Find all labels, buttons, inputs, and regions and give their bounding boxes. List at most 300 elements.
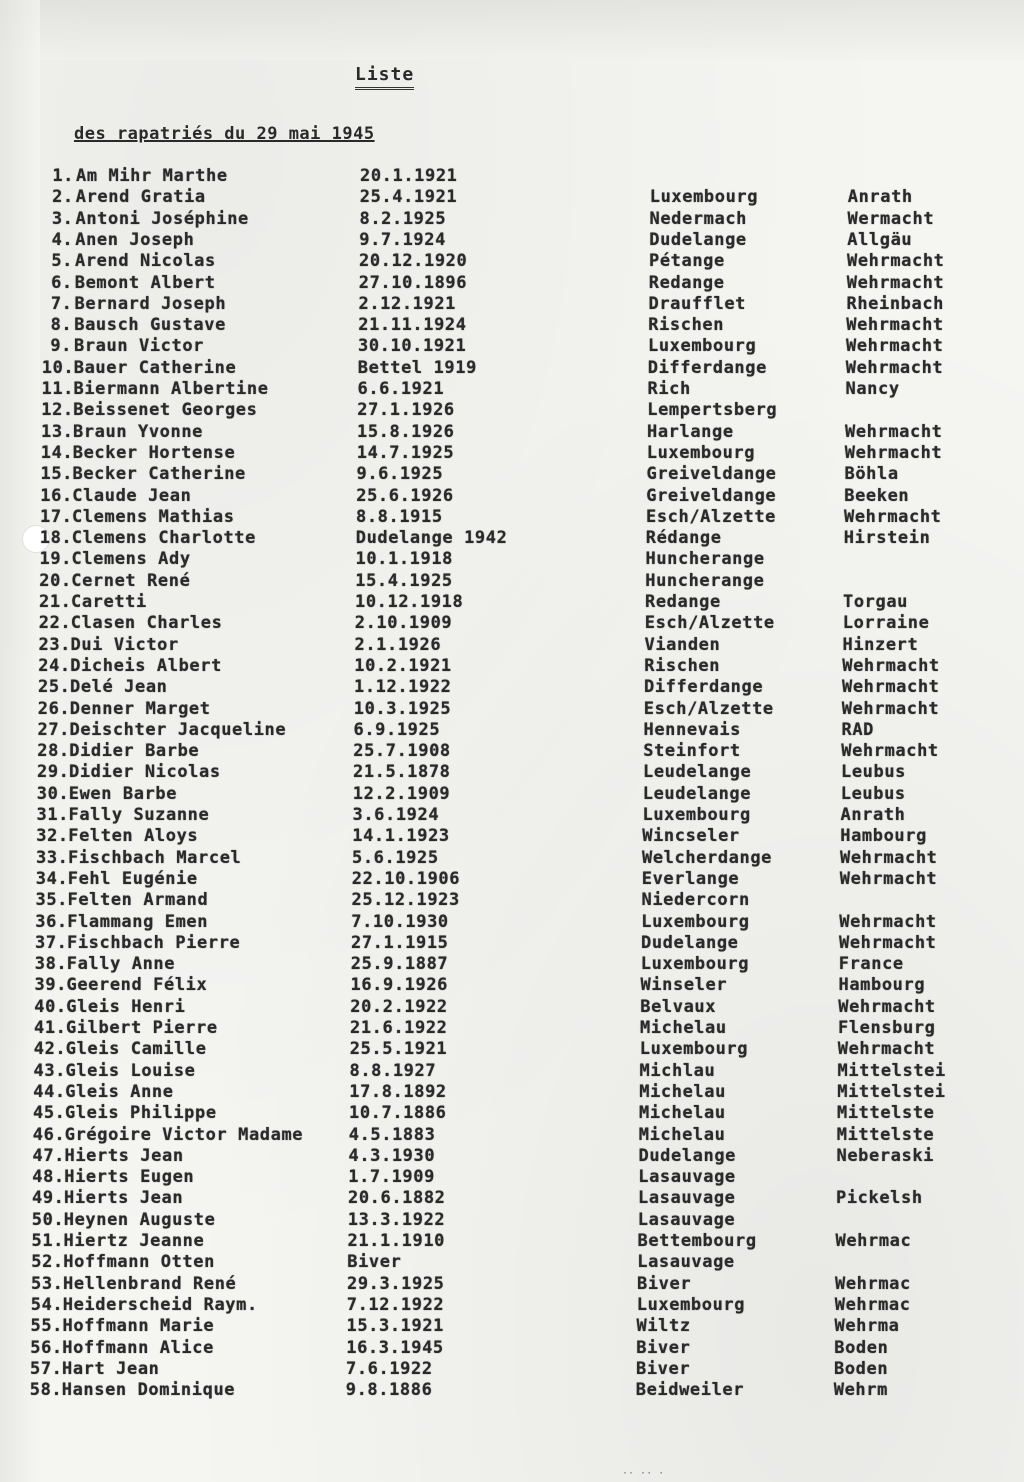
list-item bbox=[0, 549, 1020, 570]
entry-name: Fally Suzanne bbox=[68, 805, 210, 825]
entry-place: Hennevais bbox=[643, 719, 742, 740]
entry-birth: 13.3.1922 bbox=[347, 1209, 446, 1230]
entry-number: 35. bbox=[35, 890, 69, 911]
entry-destination: Rheinbach bbox=[846, 293, 945, 314]
entry-birth: 9.7.1924 bbox=[359, 229, 446, 250]
list-item bbox=[0, 890, 1016, 911]
entry-number: 7. bbox=[50, 293, 73, 314]
entry-birth: 4.5.1883 bbox=[348, 1124, 436, 1145]
entry-place: Everlange bbox=[641, 868, 740, 889]
entry-destination: Mittelstei bbox=[837, 1081, 946, 1102]
list-item bbox=[0, 230, 1023, 251]
entry-destination: Wehrmacht bbox=[845, 421, 943, 442]
list-item bbox=[0, 826, 1016, 847]
list-item bbox=[0, 336, 1022, 357]
list-item bbox=[0, 656, 1018, 677]
entry-name: Delé Jean bbox=[70, 677, 168, 698]
entry-name: Denner Marget bbox=[69, 698, 211, 719]
entry-number: 5. bbox=[51, 251, 73, 272]
entry-place: Lasauvage bbox=[638, 1188, 736, 1209]
entry-destination: RAD bbox=[841, 719, 875, 740]
footer-smudge: ·· ·· · bbox=[622, 1468, 665, 1479]
entry-number: 8. bbox=[50, 315, 73, 336]
entry-place: Lempertsberg bbox=[647, 400, 778, 421]
entry-name: Hiertz Jeanne bbox=[63, 1231, 205, 1251]
entry-birth: 25.6.1926 bbox=[356, 485, 454, 506]
entry-name: Bemont Albert bbox=[74, 272, 216, 293]
entry-name: Deischter Jacqueline bbox=[69, 719, 287, 740]
list-item bbox=[0, 805, 1017, 826]
entry-number: 34. bbox=[35, 868, 69, 889]
entry-birth: 12.2.1909 bbox=[352, 783, 451, 804]
entry-number: 53. bbox=[31, 1273, 64, 1294]
list-item bbox=[0, 1380, 1010, 1401]
entry-name: Clemens Mathias bbox=[72, 506, 235, 527]
entry-birth: 15.3.1921 bbox=[346, 1316, 445, 1337]
entry-destination: Wehrmac bbox=[834, 1294, 911, 1315]
entry-place: Rischen bbox=[648, 315, 725, 336]
entry-name: Bauer Catherine bbox=[73, 357, 237, 378]
list-item bbox=[0, 954, 1015, 975]
entry-birth: 10.7.1886 bbox=[349, 1103, 447, 1124]
entry-place: Leudelange bbox=[642, 783, 752, 804]
entry-number: 56. bbox=[30, 1337, 63, 1358]
entry-destination: Wehrmacht bbox=[841, 698, 940, 719]
entry-destination: Wehrmacht bbox=[839, 932, 937, 953]
entry-name: Dicheis Albert bbox=[70, 655, 222, 676]
list-item bbox=[0, 209, 1024, 230]
entry-number: 54. bbox=[30, 1294, 64, 1315]
entry-destination: Wehrmacht bbox=[837, 1039, 936, 1060]
entry-birth: 15.4.1925 bbox=[355, 570, 453, 591]
list-item bbox=[0, 464, 1021, 485]
list-item bbox=[0, 1252, 1011, 1273]
list-item bbox=[0, 1125, 1013, 1146]
entry-name: Antoni Joséphine bbox=[75, 208, 249, 229]
entry-destination: Beeken bbox=[844, 485, 910, 506]
entry-number: 17. bbox=[40, 506, 73, 527]
entry-destination: Wehrmacht bbox=[839, 868, 938, 889]
entry-place: Michlau bbox=[639, 1060, 716, 1081]
entry-number: 47. bbox=[32, 1145, 66, 1166]
entry-number: 45. bbox=[33, 1103, 66, 1124]
entry-name: Arend Nicolas bbox=[75, 251, 216, 272]
list-item bbox=[0, 1061, 1014, 1082]
entry-number: 20. bbox=[39, 570, 72, 591]
entry-number: 44. bbox=[33, 1081, 66, 1102]
entry-destination: Wermacht bbox=[847, 208, 935, 229]
entry-destination: Nancy bbox=[845, 379, 900, 399]
list-item bbox=[0, 1316, 1011, 1337]
entry-destination: Leubus bbox=[840, 783, 906, 804]
entry-number: 2. bbox=[52, 187, 74, 208]
entry-destination: Torgau bbox=[843, 592, 909, 612]
entry-name: Fehl Eugénie bbox=[67, 868, 198, 889]
entry-name: Clemens Charlotte bbox=[71, 528, 256, 549]
entry-birth: 3.6.1924 bbox=[352, 805, 440, 825]
entry-name: Hierts Jean bbox=[64, 1188, 184, 1209]
entry-name: Gleis Anne bbox=[65, 1081, 174, 1102]
entry-birth: 2.1.1926 bbox=[354, 634, 442, 655]
entry-birth: 9.6.1925 bbox=[356, 464, 444, 485]
list-item bbox=[0, 1274, 1011, 1295]
entry-number: 36. bbox=[35, 911, 68, 932]
page-title: Liste bbox=[355, 64, 414, 90]
entry-birth: 20.6.1882 bbox=[348, 1188, 446, 1209]
entry-name: Hierts Jean bbox=[64, 1145, 184, 1166]
entry-name: Becker Catherine bbox=[72, 464, 246, 485]
entry-name: Bausch Gustave bbox=[74, 315, 226, 336]
entry-number: 11. bbox=[41, 379, 75, 399]
entry-birth: 7.10.1930 bbox=[351, 911, 449, 932]
entry-destination: Böhla bbox=[844, 464, 899, 485]
entry-name: Anen Joseph bbox=[75, 229, 195, 250]
entry-name: Bernard Joseph bbox=[74, 293, 227, 314]
list-item bbox=[0, 677, 1018, 698]
entry-destination: Wehrmacht bbox=[844, 442, 943, 463]
entry-birth: 1.12.1922 bbox=[354, 677, 452, 698]
entry-name: Hoffmann Alice bbox=[62, 1337, 214, 1358]
entry-number: 10. bbox=[41, 357, 75, 378]
entry-name: Gleis Henri bbox=[66, 996, 186, 1017]
list-item bbox=[0, 762, 1017, 783]
entry-number: 31. bbox=[36, 805, 70, 825]
entry-name: Fally Anne bbox=[66, 954, 176, 975]
entry-destination: Wehrmacht bbox=[845, 357, 944, 378]
entry-place: Luxembourg bbox=[646, 442, 756, 463]
entry-birth: 1.7.1909 bbox=[348, 1167, 435, 1188]
entry-name: Hoffmann Otten bbox=[63, 1252, 215, 1273]
list-item bbox=[0, 912, 1015, 933]
entry-number: 23. bbox=[38, 634, 72, 655]
entry-birth: 25.9.1887 bbox=[350, 954, 449, 975]
entry-place: Biver bbox=[637, 1273, 692, 1294]
list-item bbox=[0, 975, 1015, 996]
entry-destination: Mittelste bbox=[836, 1124, 935, 1145]
entry-number: 55. bbox=[30, 1316, 64, 1337]
entry-name: Braun Victor bbox=[74, 336, 205, 357]
entry-number: 27. bbox=[37, 719, 71, 740]
list-item bbox=[0, 528, 1020, 549]
entry-destination: Boden bbox=[834, 1337, 889, 1358]
entry-destination: Wehrmac bbox=[835, 1231, 912, 1251]
entry-destination: Pickelsh bbox=[836, 1188, 923, 1209]
entry-name: Hart Jean bbox=[62, 1358, 160, 1379]
entry-place: Dudelange bbox=[638, 1145, 737, 1166]
entry-name: Braun Yvonne bbox=[73, 421, 204, 442]
entry-place: Pétange bbox=[649, 251, 725, 272]
entry-name: Beissenet Georges bbox=[73, 400, 258, 421]
entry-birth: 4.3.1930 bbox=[348, 1145, 436, 1166]
entry-number: 48. bbox=[32, 1167, 65, 1188]
entry-name: Clemens Ady bbox=[71, 549, 191, 570]
entry-name: Hierts Eugen bbox=[64, 1167, 195, 1188]
list-item bbox=[0, 315, 1022, 336]
entry-name: Caretti bbox=[71, 592, 147, 612]
entry-number: 24. bbox=[38, 655, 71, 676]
list-item bbox=[0, 1082, 1013, 1103]
entry-place: Luxembourg bbox=[642, 805, 751, 825]
entry-number: 41. bbox=[34, 1018, 67, 1038]
entry-place: Michelau bbox=[638, 1124, 726, 1145]
entry-name: Grégoire Victor Madame bbox=[64, 1124, 304, 1145]
entry-number: 57. bbox=[30, 1358, 63, 1379]
entry-birth: 6.9.1925 bbox=[353, 719, 441, 740]
list-item bbox=[0, 699, 1018, 720]
entry-name: Becker Hortense bbox=[72, 442, 236, 463]
entry-name: Didier Nicolas bbox=[69, 762, 221, 783]
entry-birth: 27.1.1915 bbox=[351, 932, 449, 953]
entry-destination: Wehrmacht bbox=[839, 911, 937, 932]
entry-name: Ewen Barbe bbox=[68, 783, 178, 804]
entry-destination: Hambourg bbox=[840, 826, 927, 847]
list-item bbox=[0, 273, 1023, 294]
entry-destination: Hirstein bbox=[843, 528, 931, 549]
list-item bbox=[0, 933, 1015, 954]
entry-destination: France bbox=[838, 954, 904, 975]
list-item bbox=[0, 592, 1019, 613]
list-item bbox=[0, 720, 1018, 741]
entry-birth: 29.3.1925 bbox=[347, 1273, 445, 1294]
entry-birth: Dudelange 1942 bbox=[355, 528, 508, 549]
entry-name: Felten Aloys bbox=[68, 826, 199, 847]
entry-place: Rischen bbox=[644, 655, 721, 676]
entry-place: Beidweiler bbox=[635, 1380, 745, 1401]
list-item bbox=[0, 443, 1021, 464]
entry-name: Gleis Camille bbox=[65, 1039, 207, 1060]
entry-birth: 14.7.1925 bbox=[356, 442, 455, 463]
entry-place: Dudelange bbox=[641, 932, 739, 953]
entry-birth: 25.4.1921 bbox=[359, 187, 458, 208]
entry-number: 25. bbox=[38, 677, 71, 698]
entry-place: Lasauvage bbox=[637, 1252, 735, 1273]
entry-place: Draufflet bbox=[648, 293, 747, 314]
entry-name: Gleis Philippe bbox=[65, 1103, 217, 1124]
list-item bbox=[0, 1018, 1014, 1039]
entry-destination: Wehrmacht bbox=[840, 847, 938, 868]
entry-number: 12. bbox=[41, 400, 74, 421]
entry-number: 4. bbox=[51, 229, 74, 250]
entry-name: Cernet René bbox=[71, 570, 191, 591]
entry-number: 18. bbox=[39, 528, 73, 549]
entry-birth: 21.1.1910 bbox=[347, 1231, 446, 1251]
scan-shadow-top bbox=[0, 0, 1024, 60]
entry-name: Fischbach Pierre bbox=[67, 932, 241, 953]
list-item bbox=[0, 422, 1021, 443]
entry-destination: Wehrmac bbox=[835, 1273, 911, 1294]
entry-place: Differdange bbox=[644, 677, 764, 698]
entry-name: Felten Armand bbox=[67, 890, 209, 911]
entry-name: Hoffmann Marie bbox=[62, 1316, 215, 1337]
list-item bbox=[0, 1167, 1012, 1188]
entry-birth: 20.2.1922 bbox=[350, 996, 448, 1017]
entry-birth: 22.10.1906 bbox=[351, 868, 461, 889]
entry-birth: 9.8.1886 bbox=[345, 1380, 433, 1401]
entry-place: Michelau bbox=[640, 1018, 727, 1038]
entry-birth: 7.12.1922 bbox=[346, 1294, 445, 1315]
entry-destination: Hinzert bbox=[842, 634, 919, 655]
entry-name: Biermann Albertine bbox=[73, 379, 269, 399]
list-item bbox=[0, 166, 1024, 187]
list-item bbox=[0, 1210, 1012, 1231]
entry-birth: 2.10.1909 bbox=[354, 613, 453, 634]
list-item bbox=[0, 1231, 1012, 1252]
entry-number: 46. bbox=[32, 1124, 66, 1145]
entry-place: Luxembourg bbox=[641, 911, 750, 932]
entry-place: Luxembourg bbox=[649, 187, 759, 208]
entry-place: Harlange bbox=[647, 421, 734, 442]
entry-number: 13. bbox=[41, 421, 74, 442]
entry-place: Esch/Alzette bbox=[643, 698, 774, 719]
entry-birth: 27.1.1926 bbox=[357, 400, 455, 421]
entry-destination: Wehrm bbox=[833, 1380, 888, 1401]
entry-birth: 15.8.1926 bbox=[357, 421, 455, 442]
entry-place: Huncherange bbox=[645, 570, 765, 591]
entry-birth: 27.10.1896 bbox=[358, 272, 468, 293]
list-item bbox=[0, 741, 1017, 762]
entry-name: Clasen Charles bbox=[70, 613, 223, 634]
entry-destination: Anrath bbox=[840, 805, 906, 825]
entry-birth: 10.3.1925 bbox=[353, 698, 452, 719]
entry-destination: Mittelstei bbox=[837, 1060, 946, 1081]
entry-place: Winseler bbox=[640, 975, 728, 996]
entry-destination: Mittelste bbox=[837, 1103, 935, 1124]
entry-place: Greiveldange bbox=[646, 464, 777, 485]
list-item bbox=[0, 635, 1019, 656]
entry-birth: 20.1.1921 bbox=[360, 166, 458, 186]
entry-place: Lasauvage bbox=[637, 1209, 736, 1230]
entry-number: 43. bbox=[33, 1060, 67, 1081]
entry-number: 33. bbox=[36, 847, 69, 868]
entry-place: Michelau bbox=[639, 1081, 726, 1102]
entry-number: 26. bbox=[37, 698, 71, 719]
entry-destination: Wehrmacht bbox=[842, 677, 940, 698]
entry-number: 6. bbox=[51, 272, 73, 293]
entry-destination: Boden bbox=[834, 1358, 889, 1379]
entry-place: Huncherange bbox=[645, 549, 765, 570]
entry-place: Bettembourg bbox=[637, 1231, 757, 1251]
entry-birth: 25.7.1908 bbox=[353, 741, 451, 762]
list-item bbox=[0, 1188, 1012, 1209]
entry-number: 21. bbox=[39, 592, 72, 612]
entry-name: Dui Victor bbox=[70, 634, 179, 655]
list-item bbox=[0, 1103, 1013, 1124]
entry-destination: Leubus bbox=[841, 762, 907, 783]
entry-name: Gleis Louise bbox=[65, 1060, 196, 1081]
entry-birth: 20.12.1920 bbox=[359, 251, 468, 272]
entry-number: 52. bbox=[31, 1252, 64, 1273]
page-subtitle: des rapatriés du 29 mai 1945 bbox=[74, 124, 375, 144]
entry-destination: Flensburg bbox=[838, 1018, 936, 1038]
entry-destination: Anrath bbox=[847, 187, 913, 208]
entry-place: Biver bbox=[636, 1358, 691, 1379]
entry-name: Heiderscheid Raym. bbox=[62, 1294, 258, 1315]
entry-name: Claude Jean bbox=[72, 485, 192, 506]
entry-destination: Wehrmacht bbox=[846, 336, 944, 357]
entry-birth: Bettel 1919 bbox=[357, 357, 477, 378]
entry-place: Differdange bbox=[647, 357, 767, 378]
entry-place: Luxembourg bbox=[640, 954, 750, 975]
entry-name: Heynen Auguste bbox=[63, 1209, 216, 1230]
entry-number: 19. bbox=[39, 549, 73, 570]
list-item bbox=[0, 507, 1020, 528]
list-item bbox=[0, 294, 1023, 315]
entry-number: 39. bbox=[34, 975, 68, 996]
entry-birth: 10.2.1921 bbox=[354, 655, 452, 676]
entry-place: Lasauvage bbox=[638, 1167, 736, 1188]
entry-destination: Wehrmacht bbox=[842, 655, 940, 676]
list-item bbox=[0, 1338, 1010, 1359]
entry-place: Michelau bbox=[639, 1103, 726, 1124]
list-item bbox=[0, 379, 1022, 400]
entry-place: Luxembourg bbox=[636, 1294, 746, 1315]
entry-place: Redange bbox=[645, 592, 721, 612]
entry-birth: 10.1.1918 bbox=[355, 549, 454, 570]
list-item bbox=[0, 613, 1019, 634]
entry-birth: 21.6.1922 bbox=[350, 1018, 448, 1038]
entry-name: Hellenbrand René bbox=[63, 1273, 237, 1294]
list-item bbox=[0, 187, 1024, 208]
entry-number: 9. bbox=[50, 336, 72, 357]
entry-place: Leudelange bbox=[643, 762, 752, 783]
entry-number: 42. bbox=[33, 1039, 67, 1060]
entry-place: Dudelange bbox=[649, 229, 747, 250]
list-item bbox=[0, 784, 1017, 805]
entry-birth: 21.11.1924 bbox=[358, 315, 467, 336]
entry-name: Didier Barbe bbox=[69, 741, 200, 762]
entry-number: 30. bbox=[36, 783, 70, 804]
entry-number: 15. bbox=[40, 464, 74, 485]
entry-birth: 30.10.1921 bbox=[358, 336, 467, 357]
entry-birth: 16.9.1926 bbox=[350, 975, 449, 996]
entry-number: 28. bbox=[37, 741, 70, 762]
entry-number: 40. bbox=[34, 996, 67, 1017]
list-item bbox=[0, 997, 1014, 1018]
entry-place: Wiltz bbox=[636, 1316, 691, 1337]
entry-birth: 16.3.1945 bbox=[346, 1337, 444, 1358]
list-item bbox=[0, 1295, 1011, 1316]
list-item bbox=[0, 1359, 1010, 1380]
list-item bbox=[0, 1039, 1014, 1060]
entry-place: Niedercorn bbox=[641, 890, 750, 911]
entry-number: 58. bbox=[29, 1380, 63, 1401]
list-item bbox=[0, 486, 1020, 507]
entry-place: Vianden bbox=[644, 634, 721, 655]
entry-name: Flammang Emen bbox=[67, 911, 209, 932]
entry-place: Rédange bbox=[645, 528, 722, 549]
entry-place: Esch/Alzette bbox=[644, 613, 775, 634]
entry-birth: 25.12.1923 bbox=[351, 890, 460, 911]
entry-number: 1. bbox=[52, 166, 74, 186]
entry-name: Hansen Dominique bbox=[61, 1380, 236, 1401]
entry-destination: Wehrmacht bbox=[838, 996, 936, 1017]
entry-number: 49. bbox=[32, 1188, 65, 1209]
entry-place: Steinfort bbox=[643, 741, 741, 762]
list-item bbox=[0, 251, 1023, 272]
entry-destination: Neberaski bbox=[836, 1145, 935, 1166]
entry-birth: 10.12.1918 bbox=[355, 592, 464, 612]
entry-place: Greiveldange bbox=[646, 485, 777, 506]
entry-number: 14. bbox=[40, 442, 74, 463]
entry-place: Rich bbox=[647, 379, 691, 399]
entry-birth: 25.5.1921 bbox=[349, 1039, 448, 1060]
entry-number: 32. bbox=[36, 826, 69, 847]
entry-name: Gilbert Pierre bbox=[66, 1018, 218, 1038]
entry-birth: 8.2.1925 bbox=[359, 208, 447, 229]
list-item bbox=[0, 848, 1016, 869]
entry-birth: 14.1.1923 bbox=[352, 826, 450, 847]
entry-number: 50. bbox=[31, 1209, 65, 1230]
